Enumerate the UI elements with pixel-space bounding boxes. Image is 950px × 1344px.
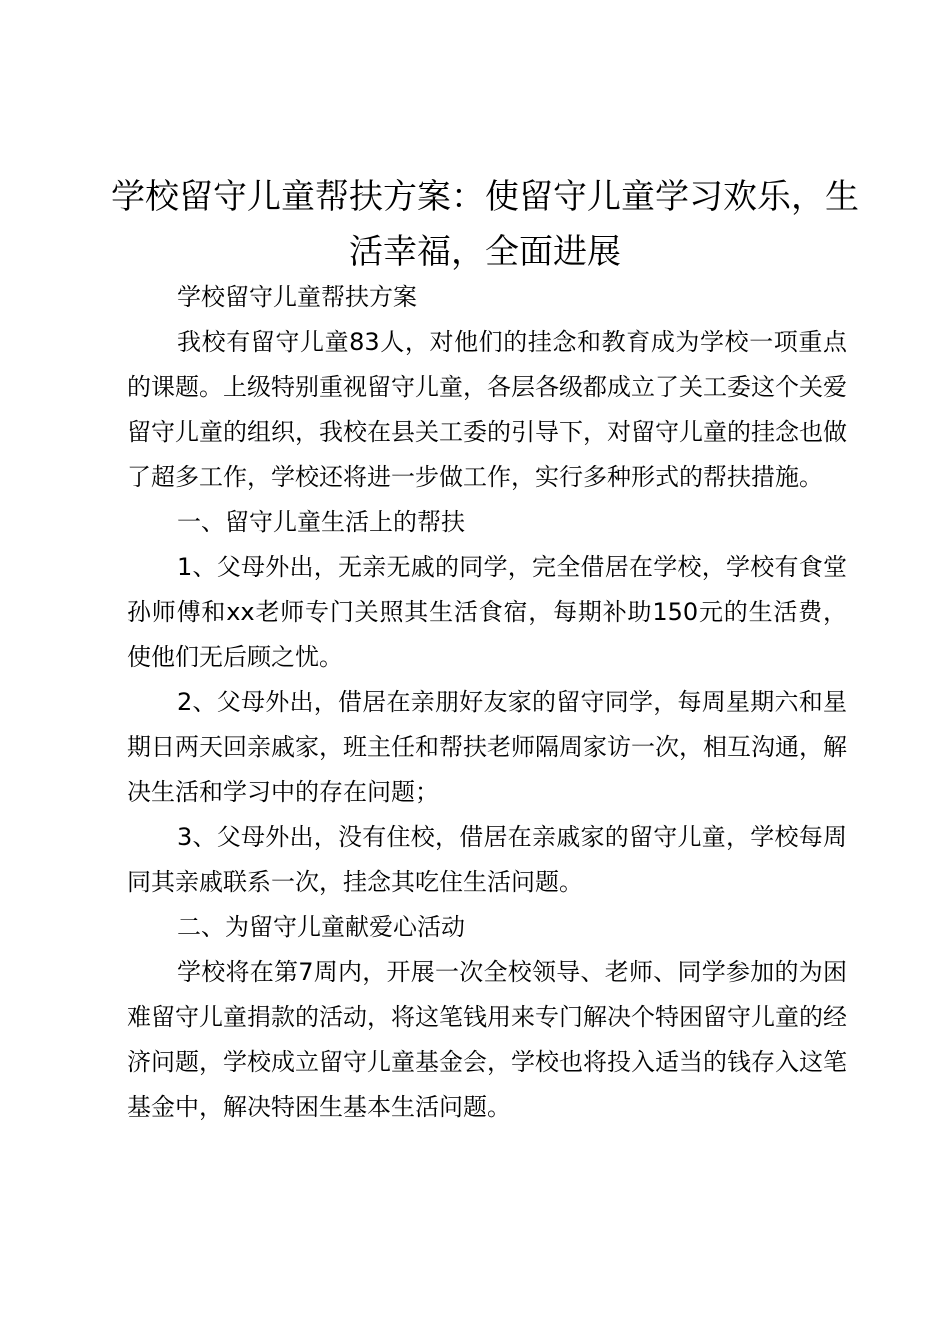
paragraph-subtitle: 学校留守儿童帮扶方案 xyxy=(177,283,417,311)
section-heading-life-support: 一、留守儿童生活上的帮扶 xyxy=(177,508,465,536)
document-title: 学校留守儿童帮扶方案：使留守儿童学习欢乐，生活幸福，全面进展 xyxy=(111,177,859,272)
paragraph-intro: 我校有留守儿童83人，对他们的挂念和教育成为学校一项重点的课题。上级特别重视留守儿童，各层各级都成立了关工委这个关爱留守儿童的组织，我校在县关工委的引导下，对留守儿童的挂念也做了超多工作，学校还将进一步做工作，实行多种形式的帮扶措施。 xyxy=(127,328,847,491)
paragraph-item-1: 1、父母外出，无亲无戚的同学，完全借居在学校，学校有食堂孙师傅和xx老师专门关照其生活食宿，每期补助150元的生活费，使他们无后顾之忧。 xyxy=(127,553,847,671)
document-body xyxy=(127,275,847,1130)
paragraph-item-2: 2、父母外出，借居在亲朋好友家的留守同学，每周星期六和星期日两天回亲戚家，班主任和帮扶老师隔周家访一次，相互沟通，解决生活和学习中的存在问题； xyxy=(127,688,847,806)
section-heading-charity: 二、为留守儿童献爱心活动 xyxy=(177,913,465,941)
paragraph-item-3: 3、父母外出，没有住校，借居在亲戚家的留守儿童，学校每周同其亲戚联系一次，挂念其吃住生活问题。 xyxy=(127,823,847,896)
paragraph-charity: 学校将在第7周内，开展一次全校领导、老师、同学参加的为困难留守儿童捐款的活动，将这笔钱用来专门解决个特困留守儿童的经济问题，学校成立留守儿童基金会，学校也将投入适当的钱存入这笔基金中，解决特困生基本生活问题。 xyxy=(127,958,847,1121)
